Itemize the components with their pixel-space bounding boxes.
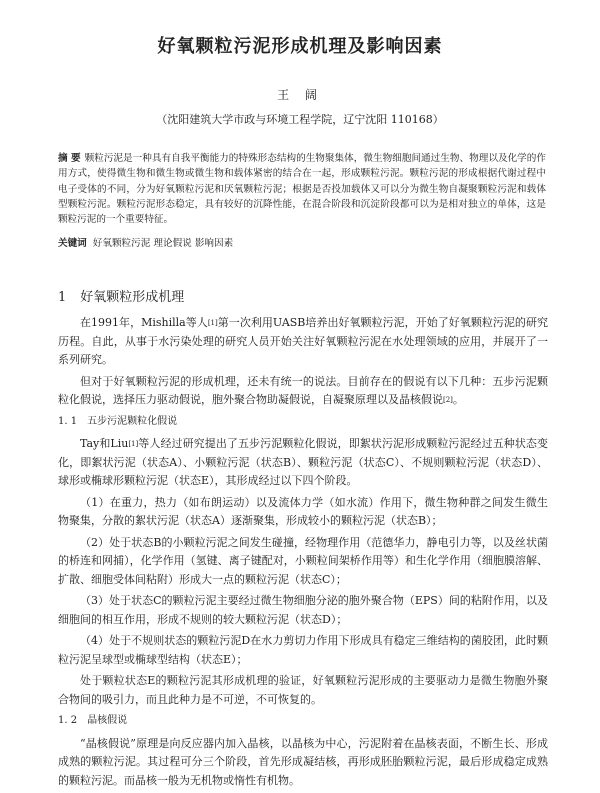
para2-start: 但对于好氧颗粒污泥的形成机理，还未有统一的说法。目前存在的假说有以下几种：五步污泥颗粒化假说，选择压力驱动假说，胞外聚合物助凝假说，自凝聚原理以及晶核假说 xyxy=(58,374,548,406)
subsection-heading-1 xyxy=(58,413,548,432)
subsection-heading-2 xyxy=(58,712,548,731)
subsection-title-1: 五步污泥颗粒化假说 xyxy=(87,415,178,427)
paper-title: 好氧颗粒污泥形成机理及影响因素 xyxy=(157,36,443,57)
body-paragraph-5: （2）处于状态B的小颗粒污泥之间发生碰撞，经物理作用（范德华力，静电引力等，以及丝状菌的桥连和网捕），化学作用（氢键、离子键配对，小颗粒间架桥作用等）和生化学作用（细胞膜溶解、扩散、细胞受体间粘附）形成大一点的颗粒污泥（状态C）； xyxy=(58,535,548,586)
keywords-text: 好氧颗粒污泥 理论假说 影响因素 xyxy=(92,238,234,249)
citation-3: [1] xyxy=(128,440,139,448)
author-name: 王 阔 xyxy=(277,88,323,102)
subsection-number-2: 1. 2 xyxy=(58,715,78,726)
body-paragraph-8: 处于颗粒状态E的颗粒污泥其形成机理的验证，好氧颗粒污泥形成的主要驱动力是微生物胞外聚合物间的吸引力，而且此种力是不可逆，不可恢复的。 xyxy=(58,674,548,706)
section-body xyxy=(58,314,548,793)
body-paragraph-7: （4）处于不规则状态的颗粒污泥D在水力剪切力作用下形成具有稳定三维结构的菌胶团，此时颗粒污泥呈球型或椭球型结构（状态E）； xyxy=(58,634,548,666)
para3-rest: 等人经过研究提出了五步污泥颗粒化假说，即絮状污泥形成颗粒污泥经过五种状态变化，即絮状污泥（状态A）、小颗粒污泥（状态B）、颗粒污泥（状态C）、不规则颗粒污泥（状态D）、球形或椭球形颗粒污泥（状态E），其形成经过以下四个阶段。 xyxy=(58,437,548,487)
section-heading xyxy=(58,286,184,305)
abstract-block xyxy=(58,151,546,227)
para3-start: Tay和Liu xyxy=(80,437,129,450)
author-affiliation: （沈阳建筑大学市政与环境工程学院，辽宁沈阳 110168） xyxy=(156,113,444,126)
subsection-title-2: 晶核假说 xyxy=(87,715,128,726)
body-paragraph-6: （3）处于状态C的颗粒污泥主要经过微生物细胞分泌的胞外聚合物（EPS）间的粘附作用，以及细胞间的相互作用，形成不规则的较大颗粒污泥（状态D）； xyxy=(58,594,548,626)
subsection-number-1: 1. 1 xyxy=(58,415,78,427)
para1-start: 在1991年，Mishilla等人 xyxy=(80,316,208,329)
citation-1: [1] xyxy=(207,319,218,327)
para2-end: 。 xyxy=(452,393,464,406)
body-paragraph-2 xyxy=(58,373,548,410)
keywords-block xyxy=(58,236,546,251)
para1-rest: 第一次利用UASB培养出好氧颗粒污泥，开始了好氧颗粒污泥的研究历程。自此，从事于水污染处理的研究人员开始关注好氧颗粒污泥在水处理领域的应用，并展开了一系列研究。 xyxy=(58,316,548,366)
body-paragraph-4: （1）在重力，热力（如布朗运动）以及流体力学（如水流）作用下，微生物种群之间发生微生物聚集，分散的絮状污泥（状态A）逐渐聚集，形成较小的颗粒污泥（状态B）； xyxy=(58,495,548,527)
citation-2: [2] xyxy=(443,396,453,404)
body-paragraph-3 xyxy=(58,435,548,491)
body-paragraph-9: “晶核假说”原理是向反应器内加入晶核，以晶核为中心，污泥附着在晶核表面，不断生长、形成成熟的颗粒污泥。其过程可分三个阶段，首先形成凝结核，再形成胚胎颗粒污泥，最后形成稳定成熟的颗粒污泥。而晶核一般为无机物或惰性有机物。 xyxy=(58,736,548,787)
abstract-label: 摘 要 xyxy=(58,153,81,164)
section-title: 好氧颗粒形成机理 xyxy=(80,290,185,305)
section-number: 1 xyxy=(58,290,67,305)
body-paragraph-1 xyxy=(58,314,548,370)
abstract-text: 颗粒污泥是一种具有自我平衡能力的特殊形态结构的生物聚集体，微生物细胞间通过生物、物理以及化学的作用方式，使得微生物和微生物或微生物和载体紧密的结合在一起，形成颗粒污泥。颗粒污泥的形成根据代谢过程中电子受体的不同，分为好氧颗粒污泥和厌氧颗粒污泥；根据是否投加载体又可以分为微生物自凝聚颗粒污泥和载体型颗粒污泥。颗粒污泥形态稳定，具有较好的沉降性能，在混合阶段和沉淀阶段都可以为是相对独立的单体，这是颗粒污泥的一个重要特征。 xyxy=(58,153,547,226)
keywords-label: 关键词 xyxy=(58,238,87,249)
